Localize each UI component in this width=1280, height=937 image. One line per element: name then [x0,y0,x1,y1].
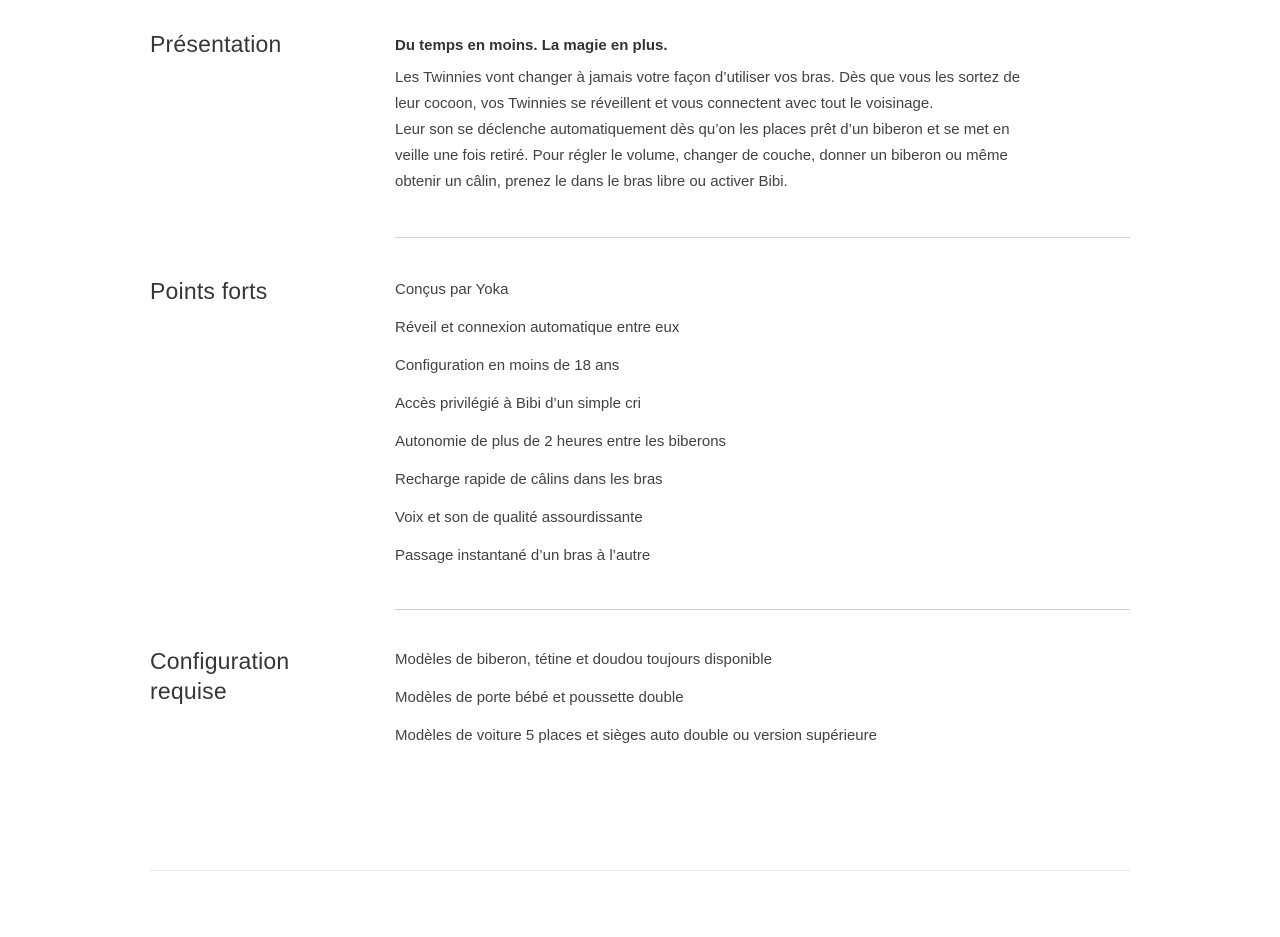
list-item: Recharge rapide de câlins dans les bras [395,471,663,488]
points-forts-heading: Points forts [150,278,268,304]
presentation-paragraph-part-1: Les Twinnies vont changer à jamais votre façon d’utiliser vos bras. Dès que vous les sortez de leur cocoon, vos Twinnies se réveillent et vous connectent avec tout le voisinage. [395,69,1021,112]
section-configuration-requise [150,646,1130,746]
list-item: Passage instantané d’un bras à l’autre [395,547,651,564]
presentation-tagline: Du temps en moins. La magie en plus. [395,37,668,54]
presentation-content [395,29,1130,195]
section-points-forts [150,276,1130,566]
presentation-heading: Présentation [150,31,282,57]
presentation-paragraph [395,65,1047,195]
list-item: Configuration en moins de 18 ans [395,357,620,374]
section-divider [395,237,1130,238]
list-item: Conçus par Yoka [395,281,509,298]
configuration-requise-list [395,649,1130,746]
list-item: Autonomie de plus de 2 heures entre les biberons [395,433,727,450]
list-item: Modèles de voiture 5 places et sièges auto double ou version supérieure [395,727,877,744]
list-item: Modèles de porte bébé et poussette double [395,689,684,706]
page-bottom-divider [150,870,1130,871]
presentation-paragraph-part-2: Leur son se déclenche automatiquement dès qu’on les places prêt d’un biberon et se met en veille une fois retiré. Pour régler le volume, changer de couche, donner un biberon ou même obtenir un câlin, prenez le dans le bras libre ou activer Bibi. [395,121,1010,190]
section-divider [395,609,1130,610]
configuration-requise-heading: Configuration requise [150,648,290,704]
list-item: Voix et son de qualité assourdissante [395,509,643,526]
list-item: Accès privilégié à Bibi d’un simple cri [395,395,641,412]
list-item: Modèles de biberon, tétine et doudou toujours disponible [395,651,772,668]
points-forts-list [395,279,1130,566]
section-presentation [150,29,1130,195]
list-item: Réveil et connexion automatique entre eux [395,319,680,336]
